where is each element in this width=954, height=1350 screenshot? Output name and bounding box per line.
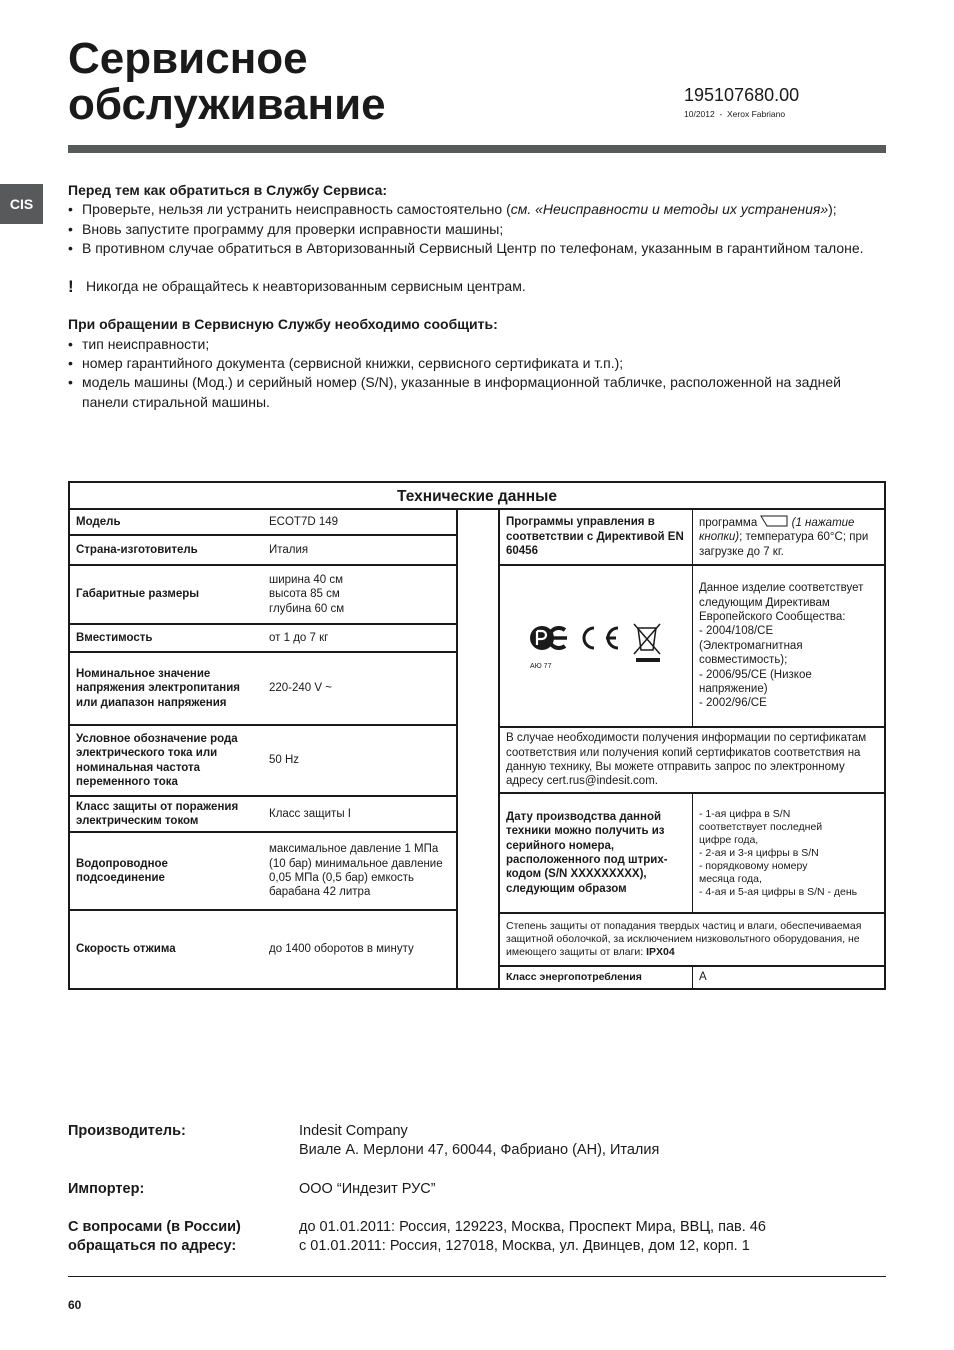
warning-note bbox=[68, 277, 886, 296]
table-row bbox=[500, 510, 884, 566]
directives-text: Данное изделие соответствует следующим Директивам Европейского Сообщества: - 2004/108/CE (Электромагнитная совместимость); - 2006/95/CE (Низкое напряжение) - 2002/96/CE bbox=[699, 582, 864, 710]
tech-specs-table bbox=[68, 481, 886, 990]
list-item bbox=[68, 373, 886, 412]
specs-left-column bbox=[70, 510, 456, 988]
spec-label: Водопроводное подсоединение bbox=[76, 857, 168, 884]
certification-marks-icon bbox=[526, 618, 666, 674]
importer-label: Импортер: bbox=[68, 1180, 145, 1197]
spec-value: от 1 до 7 кг bbox=[269, 631, 329, 644]
ip-protection-text bbox=[500, 914, 884, 965]
tech-specs-title: Технические данные bbox=[70, 483, 884, 510]
bullet-icon: • bbox=[68, 355, 73, 372]
production-date-value: - 1-ая цифра в S/N соответствует последней цифре года, - 2-ая и 3-я цифры в S/N - порядковому номеру месяца года, - 4-ая и 5-ая цифры в S/N - день bbox=[699, 807, 858, 898]
footer-divider bbox=[68, 1276, 886, 1277]
specs-right-column bbox=[500, 510, 884, 988]
address-label-2: обращаться по адресу: bbox=[68, 1238, 237, 1255]
table-row bbox=[70, 726, 456, 797]
ip-code: IPX04 bbox=[646, 946, 675, 958]
importer-name: ООО “Индезит РУС” bbox=[299, 1180, 436, 1197]
language-tab: CIS bbox=[0, 184, 43, 224]
importer-row bbox=[68, 1180, 886, 1199]
ip-description: Степень защиты от попадания твердых частиц и влаги, обеспечиваемая защитной оболочкой, за исключением низковольтного оборудования, не имеющего защиты от влаги: bbox=[506, 920, 862, 958]
bullet-icon: • bbox=[68, 201, 73, 218]
program-label: Программы управления в соответствии с Директивой EN 60456 bbox=[500, 510, 693, 564]
producer-row bbox=[68, 1122, 886, 1161]
page-title-line1: Сервисное bbox=[68, 34, 308, 83]
list-item bbox=[68, 335, 886, 354]
address-new: с 01.01.2011: Россия, 127018, Москва, ул. Двинцев, дом 12, корп. 1 bbox=[299, 1238, 750, 1255]
item-text: номер гарантийного документа (сервисной книжки, сервисного сертификата и т.п.); bbox=[82, 355, 624, 372]
list-item bbox=[68, 200, 886, 219]
certification-logos bbox=[500, 566, 693, 726]
program-value bbox=[693, 510, 884, 564]
spec-value: 50 Hz bbox=[269, 754, 300, 767]
cert-mark-code: АЮ 77 bbox=[530, 663, 552, 670]
contacts-section bbox=[68, 1122, 886, 1275]
bullet-icon: • bbox=[68, 220, 73, 237]
table-row bbox=[70, 510, 456, 536]
item-text: Проверьте, нельзя ли устранить неисправность самостоятельно ( bbox=[82, 201, 511, 218]
address-row bbox=[68, 1218, 886, 1257]
spec-label: Класс защиты от поражения электрическим током bbox=[76, 800, 239, 827]
table-row bbox=[70, 833, 456, 911]
spec-value: Класс защиты I bbox=[269, 807, 351, 820]
spec-value: до 1400 оборотов в минуту bbox=[269, 943, 414, 956]
table-gap-column bbox=[456, 510, 500, 988]
spec-label: Модель bbox=[76, 515, 121, 528]
program-text-end: ; температура 60°C; при загрузке до 7 кг. bbox=[699, 531, 869, 558]
item-text: модель машины (Мод.) и серийный номер (S/N), указанные в информационной табличке, расположенной на задней панели стиральной машины. bbox=[82, 374, 841, 410]
page-number: 60 bbox=[68, 1298, 82, 1312]
report-heading: При обращении в Сервисную Службу необходимо сообщить: bbox=[68, 316, 498, 333]
spec-label: Скорость отжима bbox=[76, 943, 176, 956]
bullet-icon: • bbox=[68, 239, 73, 256]
program-text: программа bbox=[699, 516, 758, 529]
spec-value: ширина 40 см высота 85 см глубина 60 см bbox=[269, 573, 345, 615]
table-row bbox=[70, 536, 456, 566]
bullet-icon: • bbox=[68, 374, 73, 391]
producer-name: Indesit Company bbox=[299, 1123, 408, 1139]
table-row bbox=[500, 794, 884, 914]
header-divider-bar bbox=[68, 145, 886, 153]
energy-class-label: Класс энергопотребления bbox=[500, 967, 693, 988]
table-row bbox=[500, 728, 884, 794]
item-text: Вновь запустите программу для проверки исправности машины; bbox=[82, 220, 504, 237]
table-row bbox=[70, 566, 456, 625]
table-row bbox=[500, 967, 884, 988]
table-row bbox=[70, 797, 456, 833]
item-text-end: ); bbox=[828, 201, 837, 218]
spec-value: 220-240 V ~ bbox=[269, 682, 332, 695]
exclamation-icon: ! bbox=[68, 277, 74, 297]
address-old: до 01.01.2011: Россия, 129223, Москва, Проспект Мира, ВВЦ, пав. 46 bbox=[299, 1218, 766, 1235]
document-date-printer: 10/2012 - Xerox Fabriano bbox=[684, 109, 786, 119]
spec-label: Габаритные размеры bbox=[76, 588, 200, 601]
spec-value: Италия bbox=[269, 543, 309, 556]
producer-label: Производитель: bbox=[68, 1123, 186, 1139]
table-row bbox=[70, 911, 456, 988]
spec-label: Страна-изготовитель bbox=[76, 543, 198, 556]
energy-class-value: A bbox=[699, 971, 707, 984]
program-symbol-icon bbox=[760, 515, 788, 527]
list-item bbox=[68, 354, 886, 373]
list-item bbox=[68, 220, 886, 239]
item-text: В противном случае обратиться в Авторизованный Сервисный Центр по телефонам, указанным в гарантийном талоне. bbox=[82, 239, 864, 256]
production-date-label: Дату производства данной техники можно получить из серийного номера, расположенного под штрих-кодом (S/N XXXXXXXXX), следующим образом bbox=[500, 794, 693, 912]
cert-info-text: В случае необходимости получения информации по сертификатам соответствия или получения копий сертификатов соответствия на данную технику, Вы можете отправить запрос по электронному адресу cert.rus@indesit.com. bbox=[506, 732, 867, 788]
item-reference: см. «Неисправности и методы их устранения» bbox=[510, 201, 829, 218]
document-code: 195107680.00 bbox=[684, 85, 800, 105]
producer-address: Виале А. Мерлони 47, 60044, Фабриано (АН), Италия bbox=[299, 1142, 660, 1159]
spec-label: Условное обозначение рода электрического тока или номинальная частота переменного тока bbox=[76, 732, 238, 788]
list-item bbox=[68, 239, 886, 258]
address-label: С вопросами (в России) bbox=[68, 1218, 241, 1235]
table-row bbox=[500, 566, 884, 728]
page-title bbox=[68, 36, 386, 128]
spec-label: Номинальное значение напряжения электропитания или диапазон напряжения bbox=[76, 667, 241, 709]
table-row bbox=[70, 653, 456, 726]
before-service-heading: Перед тем как обратиться в Службу Сервиса: bbox=[68, 182, 388, 198]
program-note: (1 нажатие кнопки) bbox=[699, 516, 855, 544]
item-text: тип неисправности; bbox=[82, 335, 210, 352]
table-row bbox=[70, 625, 456, 653]
spec-value: максимальное давление 1 МПа (10 бар) минимальное давление 0,05 МПа (0,5 бар) емкость барабана 42 литра bbox=[269, 843, 443, 899]
table-row bbox=[500, 914, 884, 967]
warning-text: Никогда не обращайтесь к неавторизованным сервисным центрам. bbox=[86, 278, 526, 295]
spec-label: Вместимость bbox=[76, 631, 153, 644]
spec-value: ECOT7D 149 bbox=[269, 515, 339, 528]
page-title-line2: обслуживание bbox=[68, 80, 386, 129]
bullet-icon: • bbox=[68, 335, 73, 352]
service-instructions bbox=[68, 181, 886, 412]
